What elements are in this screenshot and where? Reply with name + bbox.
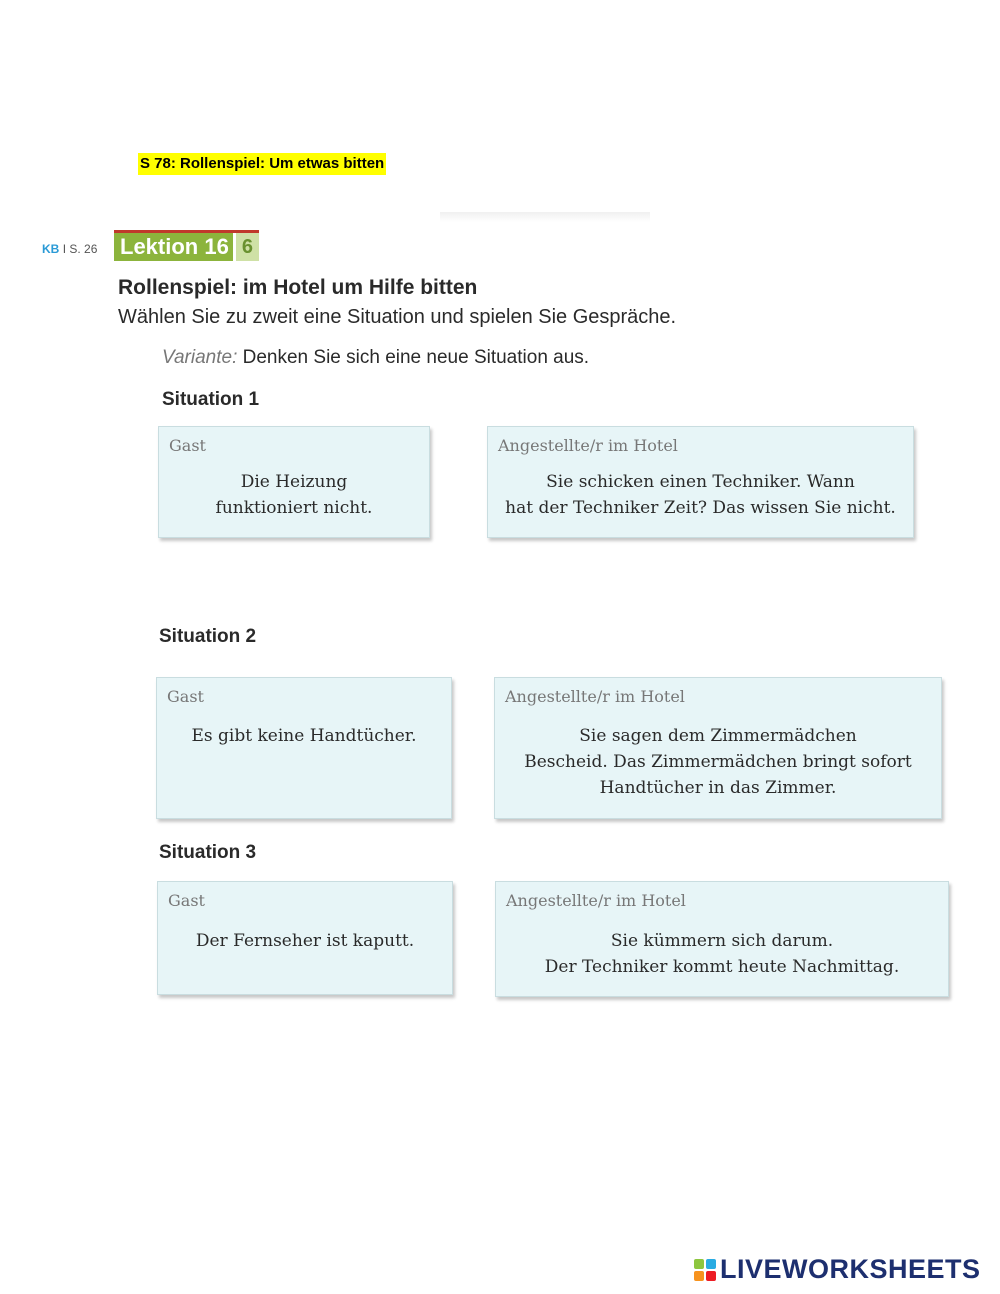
staff-role-label: Angestellte/r im Hotel bbox=[506, 891, 686, 910]
logo-block bbox=[694, 1259, 704, 1269]
staff-text: Sie sagen dem Zimmermädchen Bescheid. Das Zimmermädchen bringt sofort Handtücher in das Zimmer. bbox=[524, 726, 912, 798]
instruction: Wählen Sie zu zweit eine Situation und spielen Sie Gespräche. bbox=[118, 306, 677, 328]
guest-role-label: Gast bbox=[167, 687, 204, 706]
staff-text: Sie kümmern sich darum. Der Techniker kommt heute Nachmittag. bbox=[544, 931, 900, 977]
lesson-label: Lektion 16 bbox=[114, 233, 233, 261]
situation-2-guest-card bbox=[156, 677, 452, 819]
situation-2-heading: Situation 2 bbox=[159, 626, 257, 647]
guest-text: Es gibt keine Handtücher. bbox=[191, 726, 417, 746]
staff-role-label: Angestellte/r im Hotel bbox=[498, 436, 678, 455]
situation-3-heading: Situation 3 bbox=[159, 842, 257, 863]
book-tag: KB bbox=[42, 242, 60, 256]
header-note: S 78: Rollenspiel: Um etwas bitten bbox=[138, 153, 386, 175]
situation-1-guest-card bbox=[158, 426, 430, 538]
staff-text: Sie schicken einen Techniker. Wann hat der Techniker Zeit? Das wissen Sie nicht. bbox=[505, 472, 896, 518]
guest-text: Der Fernseher ist kaputt. bbox=[195, 931, 415, 951]
logo-block bbox=[694, 1271, 704, 1281]
book-reference bbox=[42, 242, 97, 256]
variant-line bbox=[162, 347, 589, 369]
situation-1-staff-card bbox=[487, 426, 914, 538]
situation-3-guest-card bbox=[157, 881, 453, 995]
guest-text: Die Heizung funktioniert nicht. bbox=[215, 472, 373, 518]
logo-text: LIVEWORKSHEETS bbox=[720, 1254, 981, 1284]
lesson-number: 6 bbox=[236, 233, 259, 261]
page-title: Rollenspiel: im Hotel um Hilfe bitten bbox=[118, 276, 478, 299]
situation-1-heading: Situation 1 bbox=[162, 389, 260, 410]
guest-role-label: Gast bbox=[168, 891, 205, 910]
staff-role-label: Angestellte/r im Hotel bbox=[505, 687, 685, 706]
lesson-badge bbox=[114, 230, 259, 261]
situation-3-staff-card bbox=[495, 881, 949, 997]
book-page: I S. 26 bbox=[62, 242, 98, 256]
liveworksheets-logo bbox=[694, 1254, 981, 1285]
variant-label: Variante: bbox=[162, 347, 238, 368]
logo-blocks-icon bbox=[694, 1259, 716, 1281]
scan-shadow bbox=[440, 212, 650, 222]
situation-2-staff-card bbox=[494, 677, 942, 819]
logo-block bbox=[706, 1271, 716, 1281]
logo-block bbox=[706, 1259, 716, 1269]
variant-text: Denken Sie sich eine neue Situation aus. bbox=[242, 347, 590, 368]
guest-role-label: Gast bbox=[169, 436, 206, 455]
